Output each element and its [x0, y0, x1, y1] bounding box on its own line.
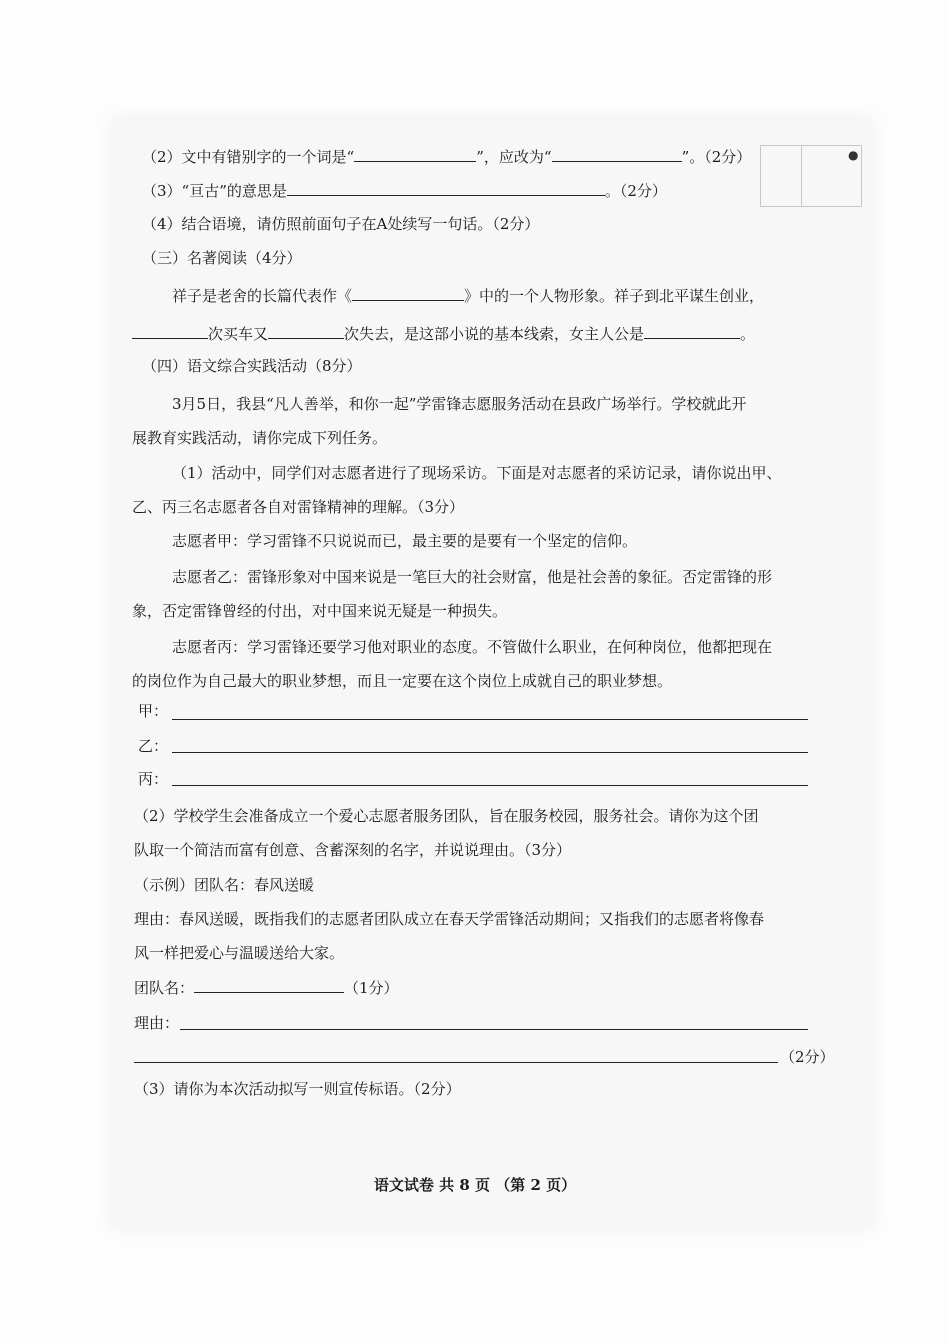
reason-label: 理由：	[134, 1014, 180, 1032]
answer-blank-correct-word[interactable]	[552, 145, 682, 162]
reason-score: （2分）	[780, 1048, 835, 1066]
question-2-text-2: ”，应改为“	[476, 148, 552, 166]
volunteer-c-line-1: 志愿者丙：学习雷锋还要学习他对职业的态度。不管做什么职业，在何种岗位，他都把现在	[172, 638, 773, 656]
section-3-heading: （三）名著阅读（4分）	[142, 249, 302, 267]
reason-line-1[interactable]	[180, 1029, 808, 1030]
volunteer-b-line-2: 象，否定雷锋曾经的付出，对中国来说无疑是一种损失。	[132, 602, 508, 620]
section-3-line-1	[172, 284, 764, 307]
score-box-ghost	[760, 145, 862, 207]
sec3-text-1b: 》中的一个人物形象。祥子到北平谋生创业，	[464, 287, 765, 305]
answer-blank-genggu[interactable]	[287, 179, 605, 196]
question-4: （4）结合语境，请仿照前面句子在A处续写一句话。（2分）	[142, 215, 540, 233]
section-3-line-2	[132, 322, 755, 345]
task-2-line-2: 队取一个简洁而富有创意、含蓄深刻的名字，并说说理由。（3分）	[134, 841, 572, 859]
question-3-text-1: （3）“亘古”的意思是	[142, 182, 287, 200]
answer-blank-times-bought[interactable]	[132, 322, 208, 339]
reason-line-2[interactable]	[134, 1062, 778, 1063]
volunteer-b-line-1: 志愿者乙：雷锋形象对中国来说是一笔巨大的社会财富，他是社会善的象征。否定雷锋的形	[172, 568, 773, 586]
example-reason-2: 风一样把爱心与温暖送给大家。	[134, 944, 345, 962]
answer-blank-novel-title[interactable]	[352, 284, 464, 301]
answer-a-line[interactable]	[172, 719, 808, 720]
answer-blank-times-lost[interactable]	[268, 322, 344, 339]
question-3-text-2: 。（2分）	[604, 182, 667, 200]
answer-blank-wrong-word[interactable]	[354, 145, 476, 162]
team-name-score: （1分）	[344, 979, 399, 997]
volunteer-a: 志愿者甲：学习雷锋不只说说而已，最主要的是要有一个坚定的信仰。	[172, 532, 638, 550]
example-team-name: （示例）团队名：春风送暖	[134, 876, 315, 894]
sec3-text-2c: 。	[740, 325, 756, 343]
answer-blank-heroine[interactable]	[644, 322, 740, 339]
pen-mark-icon: ●	[848, 148, 859, 162]
answer-a-label: 甲：	[138, 702, 169, 720]
sec3-text-1a: 祥子是老舍的长篇代表作《	[172, 287, 353, 305]
question-2-text-1: （2）文中有错别字的一个词是“	[142, 148, 355, 166]
section-4-heading: （四）语文综合实践活动（8分）	[142, 357, 362, 375]
answer-c-label: 丙：	[138, 770, 169, 788]
section-4-intro-1: 3月5日，我县“凡人善举，和你一起”学雷锋志愿服务活动在县政广场举行。学校就此开	[172, 395, 747, 413]
sec3-text-2a: 次买车又	[208, 325, 269, 343]
task-2-line-1: （2）学校学生会准备成立一个爱心志愿者服务团队，旨在服务校园，服务社会。请你为这个团	[134, 807, 759, 825]
volunteer-c-line-2: 的岗位作为自己最大的职业梦想，而且一定要在这个岗位上成就自己的职业梦想。	[132, 672, 673, 690]
answer-c-line[interactable]	[172, 785, 808, 786]
answer-b-line[interactable]	[172, 752, 808, 753]
team-name-input[interactable]	[194, 976, 344, 993]
section-4-intro-2: 展教育实践活动，请你完成下列任务。	[132, 429, 388, 447]
question-2-text-3: ”。（2分）	[681, 148, 752, 166]
sec3-text-2b: 次失去，是这部小说的基本线索，女主人公是	[344, 325, 645, 343]
task-1-line-2: 乙、丙三名志愿者各自对雷锋精神的理解。（3分）	[132, 498, 465, 516]
question-2	[142, 145, 751, 168]
team-name-label: 团队名：	[134, 979, 195, 997]
question-3	[142, 179, 667, 202]
example-reason-1: 理由：春风送暖，既指我们的志愿者团队成立在春天学雷锋活动期间；又指我们的志愿者将像春	[134, 910, 765, 928]
answer-b-label: 乙：	[138, 737, 169, 755]
task-1-line-1: （1）活动中，同学们对志愿者进行了现场采访。下面是对志愿者的采访记录，请你说出甲、	[172, 464, 782, 482]
page-footer: 语文试卷 共 8 页 （第 2 页）	[373, 1176, 577, 1194]
team-name-row	[134, 976, 399, 999]
task-3: （3）请你为本次活动拟写一则宣传标语。（2分）	[134, 1080, 461, 1098]
